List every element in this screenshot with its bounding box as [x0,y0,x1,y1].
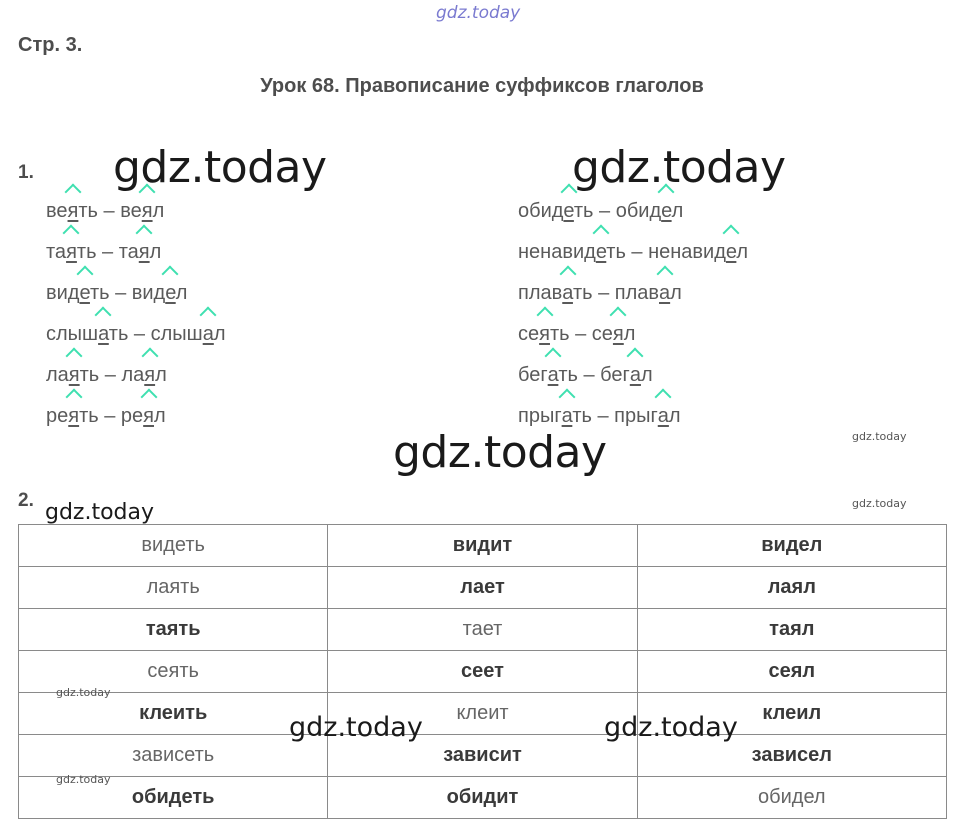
word-part: л [670,282,682,304]
suffix-vowel: а [98,323,109,345]
suffix-vowel: я [612,323,624,345]
word-pair [518,323,635,346]
word-part: л [668,405,681,427]
suffix-vowel: я [143,405,154,427]
watermark-top: gdz.today [436,3,521,23]
word-part: ть – ве [78,200,142,222]
word-part: л [175,282,188,304]
table-cell: видеть [19,525,328,567]
table-cell: клеит [328,693,637,735]
suffix-vowel: е [165,282,176,304]
word-part: ре [46,405,69,427]
table-cell: обидит [328,777,637,819]
suffix-vowel: а [202,323,214,345]
table-row [19,525,947,567]
word-part: се [518,323,540,345]
watermark: gdz.today [852,430,907,443]
suffix-vowel: е [661,200,672,222]
table-row [19,693,947,735]
word-pair [518,241,748,264]
word-part: прыг [518,405,562,427]
suffix-vowel: я [67,200,79,222]
word-part: слыш [46,323,99,345]
word-part: бег [518,364,548,386]
task-2-number: 2. [18,490,34,511]
word-part: л [640,364,653,386]
table-cell: тает [328,609,637,651]
word-part: ть – вид [89,282,166,304]
word-part: ть – бег [558,364,630,386]
table-cell: лает [328,567,637,609]
word-pair [46,282,187,305]
suffix-vowel: я [68,405,80,427]
word-pair [46,241,161,264]
watermark: gdz.today [45,500,155,525]
suffix-vowel: а [547,364,559,386]
page-label: Стр. 3. [18,34,83,56]
suffix-vowel: е [725,241,737,263]
suffix-vowel: е [563,200,574,222]
table-cell: сеял [637,651,946,693]
table-cell: видит [328,525,637,567]
word-part: л [152,200,165,222]
suffix-vowel: я [66,241,77,263]
table-cell: лаять [19,567,328,609]
word-part: ть – прыг [572,405,658,427]
word-part: л [154,405,166,427]
table-cell: обидел [637,777,946,819]
table-cell: таял [637,609,946,651]
table-cell: зависеть [19,735,328,777]
word-part: л [149,241,162,263]
word-part: л [155,364,167,386]
table-cell: лаял [637,567,946,609]
suffix-vowel: я [539,323,550,345]
table-row [19,609,947,651]
table-cell: зависит [328,735,637,777]
word-part: плав [518,282,563,304]
word-part: ве [46,200,68,222]
table-row [19,735,947,777]
table-cell: клеил [637,693,946,735]
word-pair [518,282,682,305]
suffix-vowel: а [657,405,669,427]
word-part: ть – плав [572,282,660,304]
watermark: gdz.today [393,427,607,478]
word-part: ненавид [518,241,596,263]
suffix-vowel: а [629,364,641,386]
watermark: gdz.today [56,686,111,699]
word-part: ть – слыш [108,323,203,345]
table-cell: сеять [19,651,328,693]
suffix-vowel: а [659,282,671,304]
word-part: л [736,241,749,263]
table-row [19,567,947,609]
suffix-vowel: а [561,405,573,427]
word-part: л [623,323,636,345]
word-part: вид [46,282,80,304]
table-cell: обидеть [19,777,328,819]
word-part: ть – та [76,241,139,263]
word-pair [46,200,164,223]
word-pair [518,200,683,223]
word-part: та [46,241,67,263]
word-pair [518,364,653,387]
table-cell: клеить [19,693,328,735]
word-part: л [213,323,226,345]
word-pair [46,364,167,387]
watermark: gdz.today [572,142,786,193]
word-part: ть – ла [79,364,145,386]
watermark: gdz.today [604,712,738,743]
word-part: ла [46,364,69,386]
watermark: gdz.today [289,712,423,743]
table-row [19,777,947,819]
word-pair [518,405,681,428]
word-part: л [671,200,684,222]
task-1-number: 1. [18,162,34,183]
table-cell: видел [637,525,946,567]
suffix-vowel: я [68,364,80,386]
watermark: gdz.today [852,497,907,510]
word-part: ть – ре [79,405,144,427]
word-part: ть – ненавид [606,241,726,263]
word-part: ть – обид [573,200,662,222]
verb-forms-table [18,524,947,819]
word-part: обид [518,200,564,222]
word-pair [46,323,225,346]
table-cell: сеет [328,651,637,693]
table-cell: зависел [637,735,946,777]
word-part: ть – се [549,323,613,345]
table-cell: таять [19,609,328,651]
watermark: gdz.today [56,773,111,786]
suffix-vowel: я [141,200,153,222]
word-pair [46,405,166,428]
watermark: gdz.today [113,142,327,193]
suffix-vowel: е [79,282,90,304]
lesson-title: Урок 68. Правописание суффиксов глаголов [260,75,704,97]
suffix-vowel: е [595,241,607,263]
suffix-vowel: я [144,364,156,386]
suffix-vowel: а [562,282,573,304]
suffix-vowel: я [138,241,150,263]
table-row [19,651,947,693]
